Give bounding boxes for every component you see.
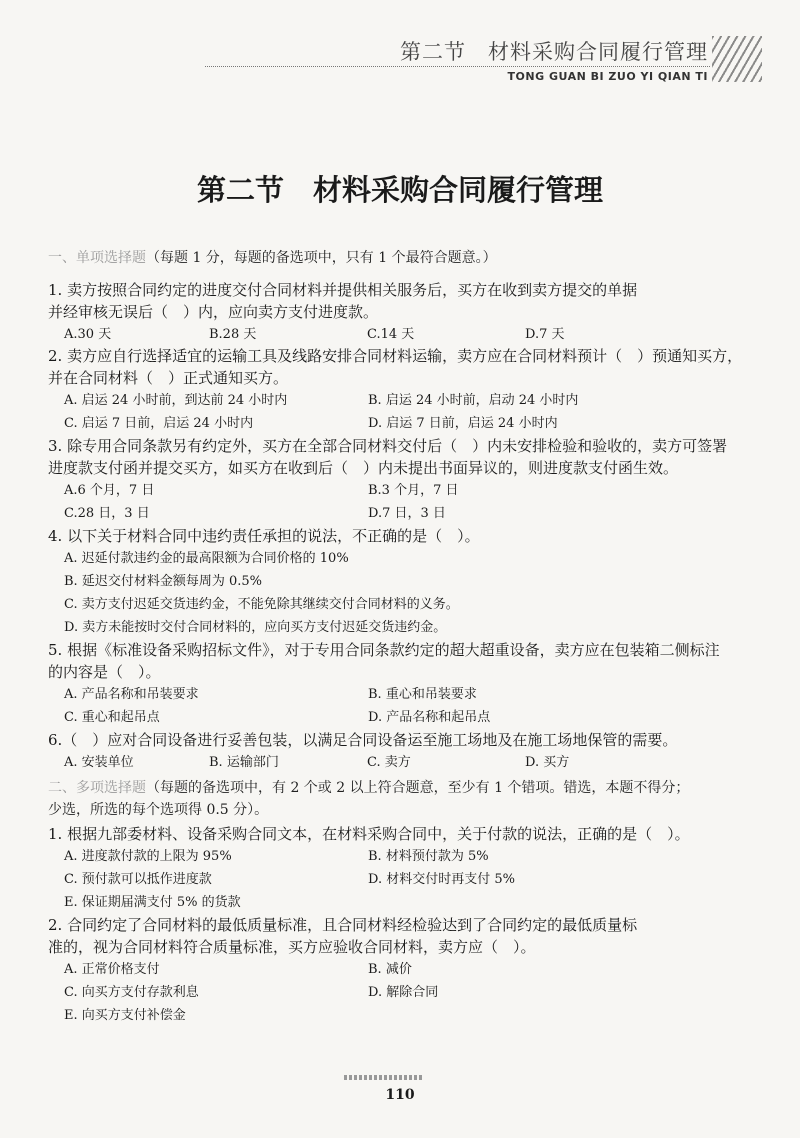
option-a: A. 启运 24 小时前，到达前 24 小时内 [64,393,288,408]
page-title: 第二节 材料采购合同履行管理 [196,173,603,207]
question-text: 并经审核无误后（ ）内，应向卖方支付进度款。 [48,303,379,321]
option-group [64,1004,764,1027]
question-item [0,525,800,639]
question-text: 2. 合同约定了合同材料的最低质量标准，且合同材料经检验达到了合同约定的最低质量标 [48,916,638,934]
option-group [64,683,764,706]
question-text: 4. 以下关于材料合同中违约责任承担的说法，不正确的是（ ）。 [48,527,480,545]
running-header-chapter: 材料采购合同履行管理 [488,40,708,64]
option-a: A. 进度款付款的上限为 95% [64,849,232,864]
option-group [64,958,764,981]
option-c: C. 预付款可以抵作进度款 [64,872,212,887]
question-item [0,914,800,1027]
option-b: B. 重心和吊装要求 [368,687,477,702]
option-d: D. 买方 [525,755,570,770]
option-c: C.28 日，3 日 [64,506,150,521]
option-b: B. 延迟交付材料金额每周为 0.5% [64,574,262,589]
question-text: 的内容是（ ）。 [48,663,161,681]
option-group [64,570,764,593]
option-a: A. 安装单位 [64,755,134,770]
option-d: D.7 日，3 日 [368,506,446,521]
question-text: 1. 根据九部委材料、设备采购合同文本，在材料采购合同中，关于付款的说法，正确的是（ ）。 [48,825,690,843]
page-number: 110 [385,1087,415,1103]
question-text: 5. 根据《标准设备采购招标文件》，对于专用合同条款约定的超大超重设备，卖方应在包装箱二侧标注 [48,641,720,659]
option-d: D. 解除合同 [368,985,439,1000]
section-note: （每题的备选项中，有 2 个或 2 以上符合题意，至少有 1 个错项。错选，本题不得分； [146,780,690,796]
footer-decoration [344,1075,424,1080]
option-group [64,323,764,345]
option-c: C. 重心和起吊点 [64,710,160,725]
section-note: （每题 1 分，每题的备选项中，只有 1 个最符合题意。） [146,250,497,266]
question-item [0,823,800,914]
option-d: D.7 天 [525,327,565,342]
question-item [0,345,800,435]
question-text: 1. 卖方按照合同约定的进度交付合同材料并提供相关服务后，买方在收到卖方提交的单据 [48,281,638,299]
option-d: D. 启运 7 日前，启运 24 小时内 [368,416,558,431]
header-stripe-decoration [712,36,762,82]
option-group [64,502,764,525]
option-e: E. 向买方支付补偿金 [64,1008,186,1023]
option-b: B. 减价 [368,962,412,977]
option-group [64,616,764,639]
option-c: C. 卖方支付迟延交货违约金，不能免除其继续交付合同材料的义务。 [64,597,459,612]
option-group [64,981,764,1004]
option-c: C. 向买方支付存款利息 [64,985,199,1000]
option-b: B. 启运 24 小时前，启动 24 小时内 [368,393,579,408]
running-header-subtitle: TONG GUAN BI ZUO YI QIAN TI [507,70,708,83]
option-group [64,751,764,773]
question-item [0,639,800,729]
question-item [0,435,800,525]
section-header-multi-choice [48,777,764,823]
option-group [64,891,764,914]
question-text: 并在合同材料（ ）正式通知买方。 [48,369,289,387]
option-a: A. 产品名称和吊装要求 [64,687,199,702]
section-label: 一、单项选择题 [48,250,146,266]
option-group [64,593,764,616]
option-d: D. 产品名称和起吊点 [368,710,491,725]
option-group [64,706,764,729]
question-text: 2. 卖方应自行选择适宜的运输工具及线路安排合同材料运输，卖方应在合同材料预计（ ）预通知买方， [48,347,743,365]
option-d: D. 材料交付时再支付 5% [368,872,515,887]
question-item [0,279,800,345]
option-c: C.14 天 [367,327,415,342]
question-text: 6.（ ）应对合同设备进行妥善包装，以满足合同设备运至施工场地及在施工场地保管的需要。 [48,731,678,749]
option-a: A. 迟延付款违约金的最高限额为合同价格的 10% [64,551,349,566]
option-d: D. 卖方未能按时交付合同材料的，应向买方支付迟延交货违约金。 [64,620,447,635]
option-c: C. 启运 7 日前，启运 24 小时内 [64,416,254,431]
option-a: A.30 天 [64,327,112,342]
running-header-section: 第二节 [400,40,466,64]
option-group [64,479,764,502]
question-content [0,249,800,1027]
option-group [64,845,764,868]
question-item [0,729,800,773]
running-header-title [400,36,708,66]
question-text: 进度款支付函并提交买方，如买方在收到后（ ）内未提出书面异议的，则进度款支付函生效。 [48,459,679,477]
question-text: 准的，视为合同材料符合质量标准，买方应验收合同材料，卖方应（ ）。 [48,938,536,956]
section-note: 少选，所选的每个选项得 0.5 分）。 [48,802,269,818]
option-group [64,389,764,412]
option-e: E. 保证期届满支付 5% 的货款 [64,895,241,910]
option-group [64,412,764,435]
section-label: 二、多项选择题 [48,780,146,796]
section-header-single-choice [48,249,764,279]
option-b: B. 材料预付款为 5% [368,849,489,864]
question-text: 3. 除专用合同条款另有约定外，买方在全部合同材料交付后（ ）内未安排检验和验收的，卖方可签署 [48,437,728,455]
option-group [64,547,764,570]
option-a: A. 正常价格支付 [64,962,160,977]
option-c: C. 卖方 [367,755,411,770]
option-b: B.3 个月，7 日 [368,483,459,498]
option-b: B.28 天 [209,327,257,342]
option-group [64,868,764,891]
option-a: A.6 个月，7 日 [64,483,155,498]
header-divider [205,66,710,67]
option-b: B. 运输部门 [209,755,279,770]
